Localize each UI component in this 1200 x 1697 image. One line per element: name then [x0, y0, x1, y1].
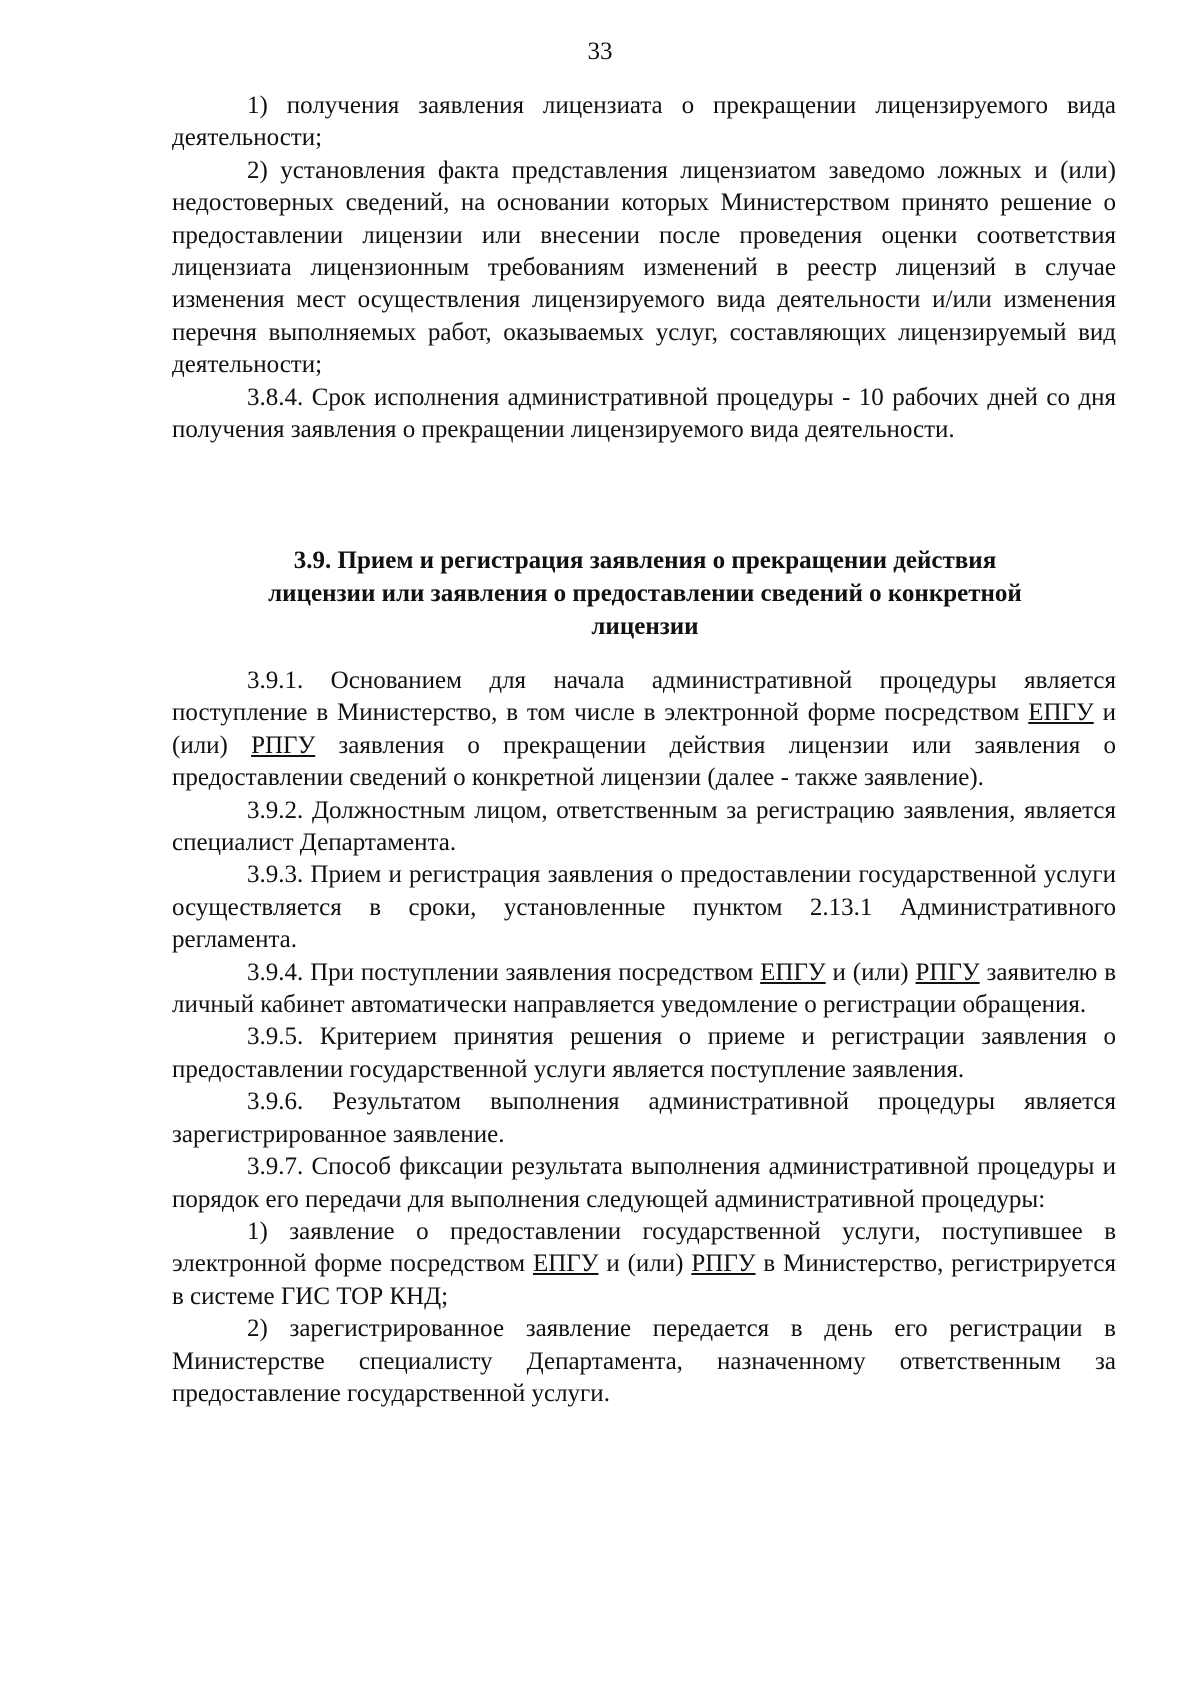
heading-line-1: 3.9. Прием и регистрация заявления о прекращении действия	[293, 547, 997, 574]
link-epgu[interactable]: ЕПГУ	[532, 1250, 599, 1278]
text-part: заявления о прекращении действия лицензии или заявления о предоставлении сведений о конкретной лицензии (далее - также заявление).	[172, 731, 1116, 792]
text-part: 3.9.1. Основанием для начала административной процедуры является поступление в Министерство, в том числе в электронной форме посредством	[172, 667, 1116, 727]
paragraph-3-9-7: 3.9.7. Способ фиксации результата выполнения административной процедуры и порядок его передачи для выполнения следующей административной процедуры:	[172, 1153, 1116, 1213]
heading-line-3: лицензии	[591, 613, 699, 640]
paragraph-3-9-6: 3.9.6. Результатом выполнения административной процедуры является зарегистрированное заявление.	[172, 1088, 1116, 1148]
section-3-9-body	[172, 665, 1116, 1410]
paragraph-3-9-5: 3.9.5. Критерием принятия решения о приеме и регистрации заявления о предоставлении государственной услуги является поступление заявления.	[172, 1023, 1116, 1083]
text-part: и (или)	[598, 1250, 692, 1278]
link-rpgu[interactable]: РПГУ	[691, 1250, 756, 1278]
link-epgu[interactable]: ЕПГУ	[1028, 699, 1094, 727]
section-heading-3-9	[150, 544, 1140, 643]
link-epgu[interactable]: ЕПГУ	[760, 958, 826, 986]
paragraph-3-9-4	[172, 957, 1116, 1022]
text-part: в Министерство, регистрируется в системе ГИС ТОР КНД;	[172, 1250, 1116, 1310]
page-number: 33	[587, 38, 613, 65]
text-part: и (или)	[825, 958, 916, 986]
paragraph-item-2: 2) установления факта представления лицензиатом заведомо ложных и (или) недостоверных сведений, на основании которых Министерством принято решение о предоставлении лицензии или внесении после проведения оценки соответствия лицензиата лицензионным требованиям изменений в реестр лицензий в случае изменения мест осуществления лицензируемого вида деятельности и/или изменения перечня выполняемых работ, оказываемых услуг, составляющих лицензируемый вид деятельности;	[172, 156, 1116, 379]
heading-line-2: лицензии или заявления о предоставлении сведений о конкретной	[268, 580, 1022, 607]
top-text-block	[172, 90, 1116, 446]
paragraph-3-9-7-item-2: 2) зарегистрированное заявление передается в день его регистрации в Министерстве специалисту Департамента, назначенному ответственным за предоставление государственной услуги.	[172, 1315, 1116, 1407]
link-rpgu[interactable]: РПГУ	[915, 958, 980, 986]
text-part: 1) заявление о предоставлении государственной услуги, поступившее в электронной форме посредством	[172, 1217, 1116, 1278]
paragraph-3-9-2: 3.9.2. Должностным лицом, ответственным за регистрацию заявления, является специалист Департамента.	[172, 796, 1116, 857]
text-part: и (или)	[172, 699, 1116, 759]
paragraph-3-9-1	[172, 665, 1116, 795]
paragraph-3-9-3: 3.9.3. Прием и регистрация заявления о предоставлении государственной услуги осуществляется в сроки, установленные пунктом 2.13.1 Административного регламента.	[172, 861, 1116, 954]
text-part: 3.9.4. При поступлении заявления посредством	[247, 958, 761, 986]
paragraph-3-8-4: 3.8.4. Срок исполнения административной процедуры - 10 рабочих дней со дня получения заявления о прекращении лицензируемого вида деятельности.	[172, 383, 1116, 444]
paragraph-3-9-7-item-1	[172, 1216, 1116, 1313]
paragraph-item-1: 1) получения заявления лицензиата о прекращении лицензируемого вида деятельности;	[172, 92, 1116, 152]
link-rpgu[interactable]: РПГУ	[251, 731, 316, 759]
text-part: заявителю в личный кабинет автоматически направляется уведомление о регистрации обращения.	[172, 958, 1117, 1019]
